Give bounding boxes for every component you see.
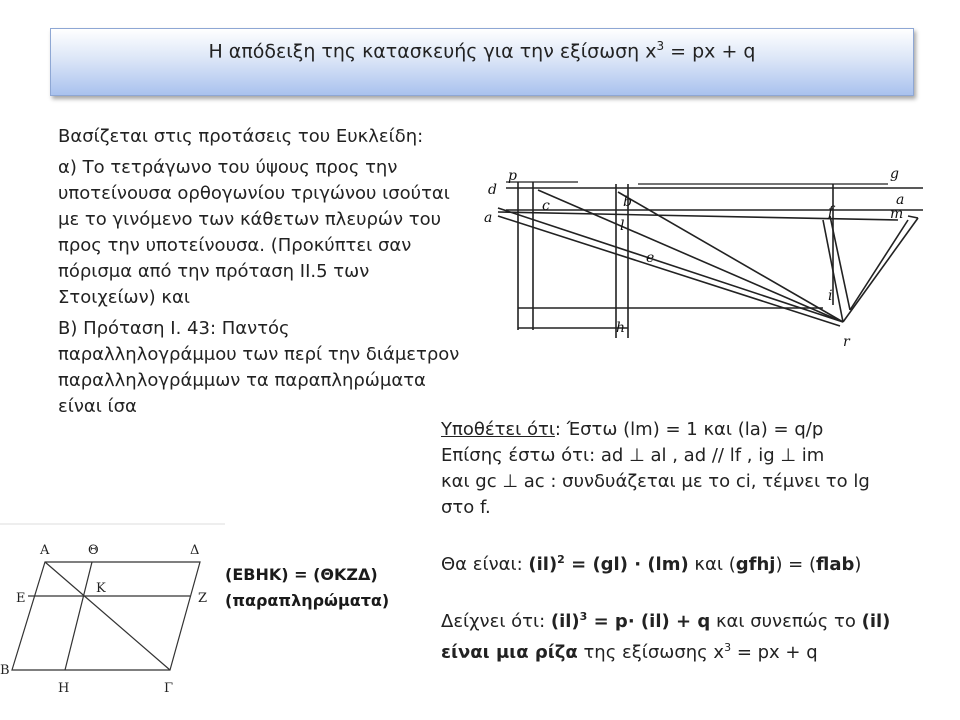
line-am: [498, 212, 898, 220]
label-m: m: [890, 206, 904, 222]
square-right-edge: [843, 218, 918, 322]
right-text-block: [441, 417, 956, 666]
title-suffix: = px + q: [664, 40, 756, 63]
label-a-right: a: [896, 192, 905, 208]
label-delta: Δ: [190, 543, 200, 558]
label-f: f: [828, 204, 834, 220]
label-theta: Θ: [88, 543, 99, 558]
label-epsilon: Ε: [16, 591, 26, 606]
title-prefix: Η απόδειξη της κατασκευής για την εξίσωση x: [208, 40, 657, 63]
assumption-line-3: και gc ⊥ ac : συνδυάζεται με το ci, τέμνει το lg: [441, 471, 870, 492]
construction-figure: [478, 160, 938, 360]
result-line-1: Θα είναι: (il)$^2$ = (gl) · (lm) και (gfhj) = (flab): [441, 553, 862, 575]
diagonal: [45, 562, 170, 670]
parallelogram-figure: [0, 522, 225, 720]
parallelogram-outline: [12, 562, 200, 670]
proposition-beta: Β) Πρόταση Ι. 43: Παντός παραλληλογράμμου των περί την διάμετρον παραλληλογράμμων τα παραπληρώματα είναι ίσα: [58, 318, 460, 417]
assumption-heading: Υποθέτει ότι: [441, 419, 555, 440]
label-eta: Η: [58, 681, 70, 696]
label-a-left: a: [484, 210, 493, 226]
left-text-column: [58, 124, 468, 425]
assumption-line-1: Υποθέτει ότι: Έστω (lm) = 1 και (la) = q/p: [441, 419, 824, 440]
label-l: l: [620, 218, 625, 234]
label-r: r: [843, 334, 850, 350]
label-d: d: [488, 182, 497, 198]
parallelogram-equation: [225, 562, 389, 614]
proposition-alpha: α) Το τετράγωνο του ύψους προς την υποτείνουσα ορθογωνίου τριγώνου ισούται με το γινόμενο των κάθετων πλευρών του προς την υποτείνουσα. (Προκύπτει σαν πόρισμα από την πρόταση II.5 των Στοιχείων) και: [58, 157, 450, 308]
line-th-h: [65, 562, 92, 670]
result-line-3: είναι μια ρίζα της εξίσωσης $x^3$ = px + q: [441, 641, 818, 663]
label-beta: Β: [0, 663, 10, 678]
assumption-line-4: στο f.: [441, 497, 491, 518]
equation-note: (παραπληρώματα): [225, 591, 390, 610]
diagonal-upper: [498, 208, 843, 322]
label-b: b: [623, 194, 632, 210]
label-g: g: [890, 166, 899, 182]
title-exponent: 3: [656, 39, 665, 53]
label-alpha: Α: [40, 543, 50, 558]
label-p: p: [508, 168, 517, 184]
page-title: [51, 39, 913, 62]
label-h: h: [616, 320, 626, 336]
label-gamma: Γ: [164, 681, 174, 696]
intro-paragraph: Βασίζεται στις προτάσεις του Ευκλείδη:: [58, 126, 424, 147]
diagonal-lower: [498, 216, 840, 326]
label-c: c: [542, 198, 550, 214]
result-line-2: Δείχνει ότι: (il)$^3$ = p· (il) + q και συνεπώς το (il): [441, 610, 891, 632]
assumption-line-2: Επίσης έστω ότι: ad ⊥ al , ad // lf , ig ⊥ im: [441, 445, 825, 466]
equation-areas: (ΕΒΗΚ) = (ΘΚΖΔ): [225, 565, 378, 584]
label-zeta: Ζ: [198, 591, 208, 606]
label-kappa: Κ: [96, 581, 106, 596]
label-i: i: [828, 288, 833, 304]
label-e: e: [646, 250, 655, 266]
title-banner: [50, 28, 914, 96]
